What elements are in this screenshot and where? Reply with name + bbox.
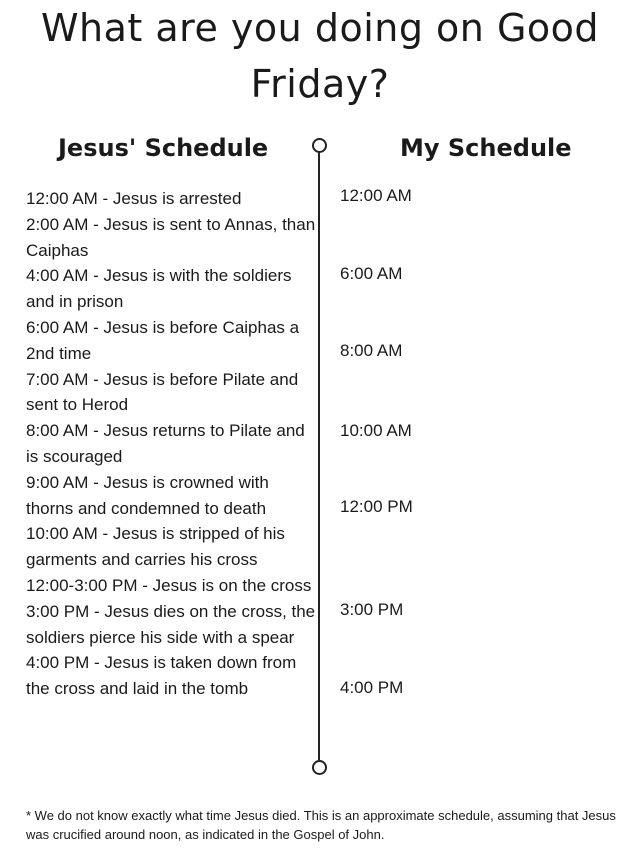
jesus-schedule-item: 6:00 AM - Jesus is before Caiphas a 2nd time xyxy=(26,317,300,363)
jesus-schedule-item: 4:00 AM - Jesus is with the soldiers and in prison xyxy=(26,266,292,312)
jesus-schedule-item: 12:00-3:00 PM - Jesus is on the cross xyxy=(26,575,312,595)
page-title-line-2: Friday? xyxy=(250,62,390,106)
jesus-schedule-item: 8:00 AM - Jesus returns to Pilate and is scouraged xyxy=(26,421,305,466)
timeline-start-circle-icon xyxy=(312,138,327,153)
my-schedule-time: 4:00 PM xyxy=(340,678,404,697)
jesus-schedule-list xyxy=(26,186,316,702)
jesus-schedule-item: 3:00 PM - Jesus dies on the cross, the soldiers pierce his side with a spear xyxy=(26,601,316,647)
timeline-end-circle-icon xyxy=(312,760,327,775)
my-schedule-time: 8:00 AM xyxy=(340,341,403,360)
footnote: * We do not know exactly what time Jesus died. This is an approximate schedule, assuming that Jesus was crucified around noon, as indicated in the Gospel of John. xyxy=(26,808,616,842)
my-schedule-heading: My Schedule xyxy=(400,134,572,162)
jesus-schedule-item: 7:00 AM - Jesus is before Pilate and sent to Herod xyxy=(26,369,299,415)
timeline-divider xyxy=(318,150,320,760)
jesus-schedule-item: 12:00 AM - Jesus is arrested xyxy=(26,189,242,208)
page-title-line-1: What are you doing on Good xyxy=(40,6,600,50)
jesus-schedule-item: 2:00 AM - Jesus is sent to Annas, than Caiphas xyxy=(26,214,316,260)
my-schedule-time: 6:00 AM xyxy=(340,264,403,283)
my-schedule-time: 10:00 AM xyxy=(340,421,412,440)
jesus-schedule-item: 9:00 AM - Jesus is crowned with thorns and condemned to death xyxy=(26,472,269,518)
jesus-schedule-heading: Jesus' Schedule xyxy=(58,134,269,162)
jesus-schedule-item: 10:00 AM - Jesus is stripped of his garments and carries his cross xyxy=(26,524,285,570)
my-schedule-time: 12:00 AM xyxy=(340,186,412,205)
my-schedule-time: 3:00 PM xyxy=(340,600,404,619)
my-schedule-time: 12:00 PM xyxy=(340,497,413,516)
jesus-schedule-item: 4:00 PM - Jesus is taken down from the cross and laid in the tomb xyxy=(26,653,297,699)
